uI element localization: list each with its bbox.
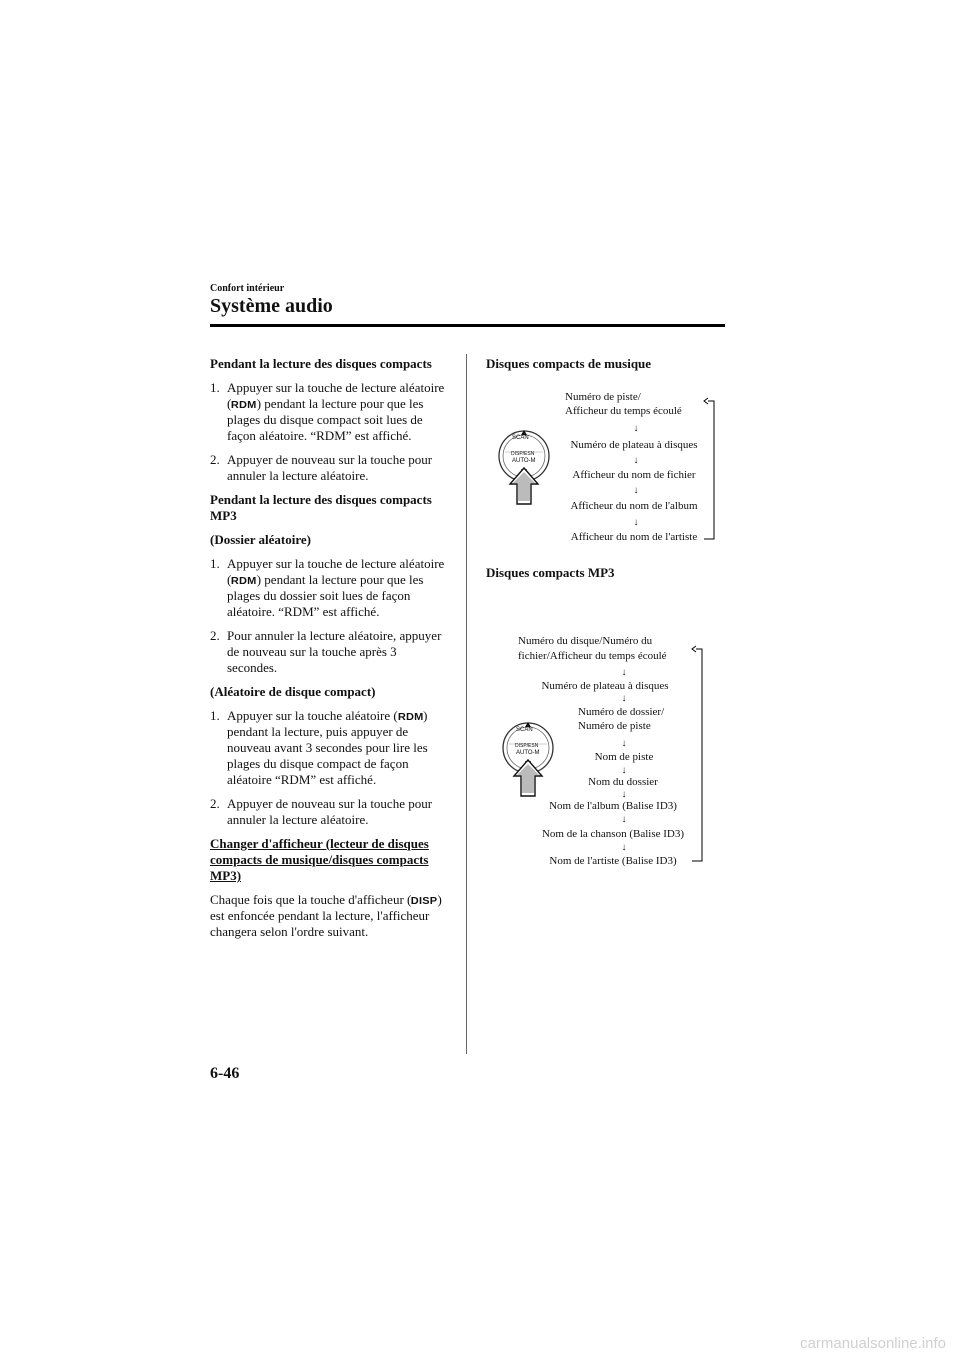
diagram2-label: Nom de la chanson (Balise ID3) [541, 828, 685, 840]
diagram1-label: Numéro de plateau à disques [570, 439, 698, 451]
diagram2-label: Nom de l'artiste (Balise ID3) [549, 855, 677, 867]
item-text: Pour annuler la lecture aléatoire, appuyer de nouveau sur la touche après 3 secondes. [227, 628, 442, 675]
item-text: ) pendant la lecture pour que les plages du disque compact soit lues de façon aléatoire. “RDM” est affiché. [227, 396, 424, 443]
section-label: Confort intérieur [210, 283, 285, 294]
list-item [210, 556, 450, 620]
arrow-down-icon: ↓ [621, 789, 627, 800]
left-column [210, 356, 450, 948]
heading-folder-random: (Dossier aléatoire) [210, 532, 311, 547]
list-item [210, 796, 450, 828]
list-item [210, 708, 450, 788]
arrow-down-icon: ↓ [621, 667, 627, 678]
paragraph-display: Chaque fois que la touche d'afficheur (DISP) est enfoncée pendant la lecture, l'afficheur changera selon l'ordre suivant. [210, 892, 442, 939]
disp-key-icon: DISP [411, 896, 438, 907]
page-title: Système audio [210, 295, 333, 317]
diagram1-label: Afficheur du nom de l'album [570, 500, 698, 512]
item-text: Appuyer de nouveau sur la touche pour annuler la lecture aléatoire. [227, 452, 433, 483]
rdm-key-icon: RDM [231, 400, 257, 411]
disp-label: DISP/ESN [511, 451, 535, 457]
diagram2-label: fichier/Afficheur du temps écoulé [518, 650, 667, 662]
arrow-down-icon: ↓ [621, 693, 627, 704]
diagram2-label: Nom de piste [594, 751, 654, 763]
arrow-down-icon: ↓ [633, 455, 639, 466]
auto-label: AUTO-M [516, 750, 540, 756]
scan-disp-button-illustration [502, 716, 562, 811]
diagram2-label: Numéro du disque/Numéro du [518, 635, 653, 647]
item-text: Appuyer sur la touche de lecture aléatoire ( [227, 556, 445, 587]
list-item [210, 380, 450, 444]
arrow-down-icon: ↓ [621, 738, 627, 749]
arrow-down-icon: ↓ [621, 814, 627, 825]
item-number: 1. [210, 708, 220, 723]
item-number: 2. [210, 452, 220, 467]
scan-disp-button-illustration [498, 424, 558, 519]
diagram1-title: Disques compacts de musique [486, 356, 652, 371]
diagram2-title: Disques compacts MP3 [486, 565, 615, 580]
diagram2-label: Numéro de dossier/ [578, 706, 665, 718]
list-item [210, 628, 450, 676]
scan-label: SCAN [516, 727, 533, 733]
rdm-key-icon: RDM [231, 576, 257, 587]
rdm-key-icon: RDM [397, 712, 424, 723]
item-number: 1. [210, 556, 220, 571]
arrow-down-icon: ↓ [621, 842, 627, 853]
list-item [210, 452, 450, 484]
diagram1-label: Afficheur du temps écoulé [565, 405, 682, 417]
diagram2-label: Numéro de plateau à disques [541, 680, 669, 692]
item-text: Appuyer sur la touche aléatoire ( [227, 708, 398, 723]
item-number: 2. [210, 628, 220, 643]
diagram1-label: Afficheur du nom de l'artiste [570, 531, 698, 543]
diagram1-label: Afficheur du nom de fichier [572, 469, 696, 481]
item-text: Appuyer de nouveau sur la touche pour annuler la lecture aléatoire. [227, 796, 433, 827]
arrow-down-icon: ↓ [621, 765, 627, 776]
page-number: 6-46 [210, 1065, 240, 1082]
auto-label: AUTO-M [512, 458, 536, 464]
heading-cd-playback: Pendant la lecture des disques compacts [210, 356, 432, 371]
diagram2-label: Nom de l'album (Balise ID3) [549, 800, 677, 812]
column-divider [466, 354, 467, 1054]
item-text: ) pendant la lecture, puis appuyer de nouveau avant 3 secondes pour lire les plages du disque compact de façon aléatoire “RDM” est affiché. [227, 708, 428, 787]
item-text: Appuyer sur la touche de lecture aléatoire ( [227, 380, 445, 411]
disp-label: DISP/ESN [515, 743, 539, 749]
diagram2-loop-arrow [682, 641, 712, 867]
diagram1-loop-arrow [690, 393, 720, 543]
watermark: carmanualsonline.info [800, 1335, 946, 1352]
arrow-down-icon: ↓ [633, 485, 639, 496]
item-number: 2. [210, 796, 220, 811]
diagram2-label: Nom du dossier [588, 776, 658, 788]
heading-change-display: Changer d'afficheur (lecteur de disques compacts de musique/disques compacts MP3) [210, 836, 429, 883]
item-number: 1. [210, 380, 220, 395]
arrow-down-icon: ↓ [633, 423, 639, 434]
diagram2-label: Numéro de piste [578, 720, 651, 732]
heading-disc-random: (Aléatoire de disque compact) [210, 684, 376, 699]
header-rule [210, 324, 725, 327]
arrow-down-icon: ↓ [633, 517, 639, 528]
heading-mp3-playback: Pendant la lecture des disques compacts MP3 [210, 492, 432, 523]
item-text: ) pendant la lecture pour que les plages du dossier soit lues de façon aléatoire. “RDM” est affiché. [227, 572, 424, 619]
diagram1-label: Numéro de piste/ [565, 391, 641, 403]
scan-label: SCAN [512, 435, 529, 441]
